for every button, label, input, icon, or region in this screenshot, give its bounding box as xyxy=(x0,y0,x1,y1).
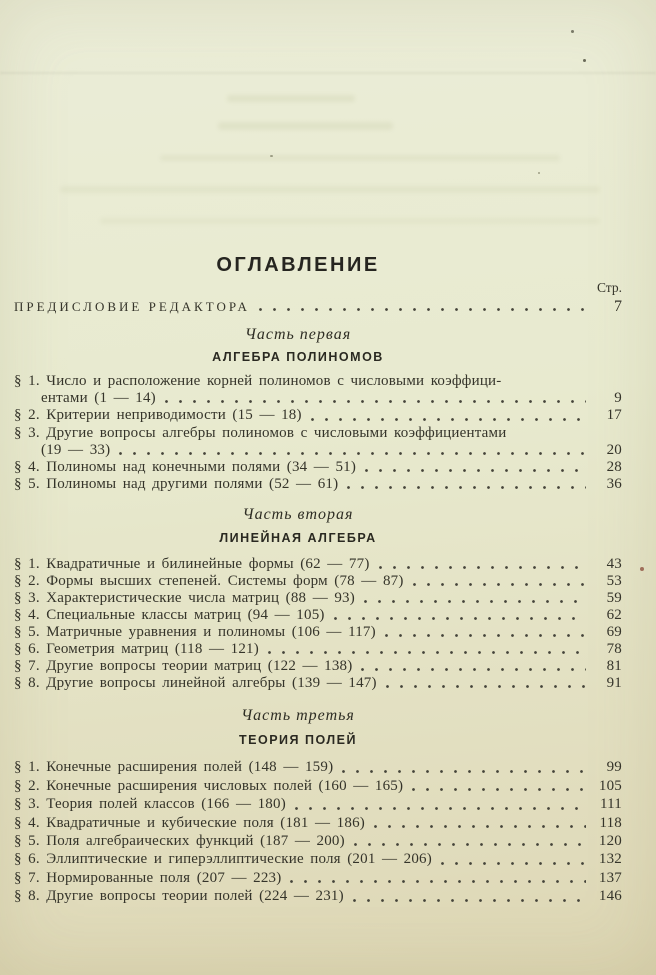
toc-entry xyxy=(14,425,622,459)
toc-entry xyxy=(14,887,622,905)
dot-leader xyxy=(259,308,586,311)
dot-leader xyxy=(374,825,586,828)
toc-entry-text: § 1. Число и расположение корней полиномов с числовыми коэффици- xyxy=(14,373,502,389)
page-number: 20 xyxy=(606,441,622,458)
page-number: 120 xyxy=(598,833,622,850)
page-number: 17 xyxy=(606,407,622,424)
page-column-header: Стр. xyxy=(596,280,622,295)
toc-entry-text: § 6. Эллиптические и гиперэллиптические поля (201 — 206) xyxy=(14,851,432,868)
entries-part-1 xyxy=(14,373,622,493)
toc-entry xyxy=(14,641,622,658)
toc-entry-text: § 8. Другие вопросы теории полей (224 — 231) xyxy=(14,888,344,905)
section-title: АЛГЕБРА ПОЛИНОМОВ xyxy=(212,350,384,364)
page-number: 132 xyxy=(598,851,622,868)
toc-entry xyxy=(14,675,622,692)
toc-entry-text: § 4. Полиномы над конечными полями (34 — 51) xyxy=(14,459,357,476)
dot-leader xyxy=(290,880,586,883)
toc-entry xyxy=(14,624,622,641)
dot-leader xyxy=(165,400,586,403)
dot-leader xyxy=(268,651,586,654)
toc-entry-text: § 2. Формы высших степеней. Системы форм (78 — 87) xyxy=(14,573,404,590)
toc-entry xyxy=(14,590,622,607)
page-number: 81 xyxy=(606,658,622,675)
page-number: 53 xyxy=(606,573,622,590)
dot-leader xyxy=(385,634,586,637)
dot-leader xyxy=(386,685,586,688)
page-number: 118 xyxy=(599,814,622,831)
page-number: 43 xyxy=(606,556,622,573)
toc-entry xyxy=(14,850,622,868)
preface-entry xyxy=(14,298,622,315)
toc-entry-text: § 4. Квадратичные и кубические поля (181 — 186) xyxy=(14,814,365,831)
toc-entry-text: (19 — 33) xyxy=(41,441,111,458)
page-number: 9 xyxy=(614,390,622,407)
dot-leader xyxy=(441,862,586,865)
toc-entry xyxy=(14,758,622,776)
section-title: ЛИНЕЙНАЯ АЛГЕБРА xyxy=(219,531,377,546)
page-number: 36 xyxy=(606,476,622,493)
toc-entry xyxy=(14,795,622,813)
part-label: Часть вторая xyxy=(242,506,354,524)
dot-leader xyxy=(364,600,586,603)
preface-label: ПРЕДИСЛОВИЕ РЕДАКТОРА xyxy=(14,299,250,314)
page-number: 91 xyxy=(606,675,622,692)
toc-entry-text: § 5. Полиномы над другими полями (52 — 61) xyxy=(14,476,339,493)
toc-entry-text: § 1. Конечные расширения полей (148 — 159) xyxy=(14,759,334,776)
page-number: 62 xyxy=(606,607,622,624)
toc-entry-text: § 3. Другие вопросы алгебры полиномов с числовыми коэффициентами xyxy=(14,424,507,441)
toc-entry xyxy=(14,658,622,675)
toc-entry-text: § 1. Квадратичные и билинейные формы (62 — 77) xyxy=(14,556,370,573)
scan-speck xyxy=(640,567,644,571)
dot-leader xyxy=(379,566,586,569)
toc-content xyxy=(14,0,622,906)
page-number: 111 xyxy=(600,796,622,813)
entries-part-2 xyxy=(14,556,622,692)
toc-entry xyxy=(14,832,622,850)
toc-entry xyxy=(14,814,622,832)
page-number: 105 xyxy=(598,777,622,794)
page-number: 59 xyxy=(606,590,622,607)
dot-leader xyxy=(311,418,586,421)
dot-leader xyxy=(334,617,586,620)
toc-entry-text: § 3. Теория полей классов (166 — 180) xyxy=(14,796,286,813)
toc-entry-text: ентами (1 — 14) xyxy=(41,390,156,407)
entries-part-3 xyxy=(14,758,622,905)
toc-entry xyxy=(14,607,622,624)
toc-entry xyxy=(14,407,622,424)
part-label: Часть первая xyxy=(244,326,352,343)
dot-leader xyxy=(119,452,586,455)
toc-entry-text: § 8. Другие вопросы линейной алгебры (139 — 147) xyxy=(14,675,377,692)
toc-entry-text: § 7. Нормированные поля (207 — 223) xyxy=(14,869,282,886)
page-number: 137 xyxy=(598,869,622,886)
toc-entry-text: § 6. Геометрия матриц (118 — 121) xyxy=(14,641,259,658)
toc-entry-text: § 5. Матричные уравнения и полиномы (106 — 117) xyxy=(14,624,376,641)
page-number: 146 xyxy=(598,888,622,905)
toc-entry xyxy=(14,777,622,795)
toc-entry xyxy=(14,476,622,493)
toc-entry xyxy=(14,556,622,573)
dot-leader xyxy=(412,788,586,791)
toc-entry xyxy=(14,573,622,590)
dot-leader xyxy=(354,843,586,846)
dot-leader xyxy=(361,668,586,671)
page-number: 69 xyxy=(606,624,622,641)
page-number: 28 xyxy=(606,459,622,476)
toc-entry-text: § 7. Другие вопросы теории матриц (122 — 138) xyxy=(14,658,353,675)
toc-entry-text: § 3. Характеристические числа матриц (88 — 93) xyxy=(14,590,355,607)
toc-entry xyxy=(14,869,622,887)
dot-leader xyxy=(295,807,586,810)
dot-leader xyxy=(342,770,586,773)
dot-leader xyxy=(347,486,586,489)
page-number: 99 xyxy=(606,759,622,776)
toc-entry xyxy=(14,459,622,476)
toc-entry xyxy=(14,373,622,407)
page-title: ОГЛАВЛЕНИЕ xyxy=(216,254,380,276)
dot-leader xyxy=(353,899,586,902)
toc-entry-text: § 4. Специальные классы матриц (94 — 105) xyxy=(14,607,325,624)
toc-entry-text: § 5. Поля алгебраических функций (187 — 200) xyxy=(14,833,345,850)
page-number: 7 xyxy=(614,298,622,315)
toc-entry-text: § 2. Критерии неприводимости (15 — 18) xyxy=(14,407,302,424)
section-title: ТЕОРИЯ ПОЛЕЙ xyxy=(239,733,357,748)
page-number: 78 xyxy=(606,641,622,658)
dot-leader xyxy=(365,469,586,472)
toc-entry-text: § 2. Конечные расширения числовых полей (160 — 165) xyxy=(14,777,404,794)
part-label: Часть третья xyxy=(241,707,355,725)
dot-leader xyxy=(413,583,586,586)
